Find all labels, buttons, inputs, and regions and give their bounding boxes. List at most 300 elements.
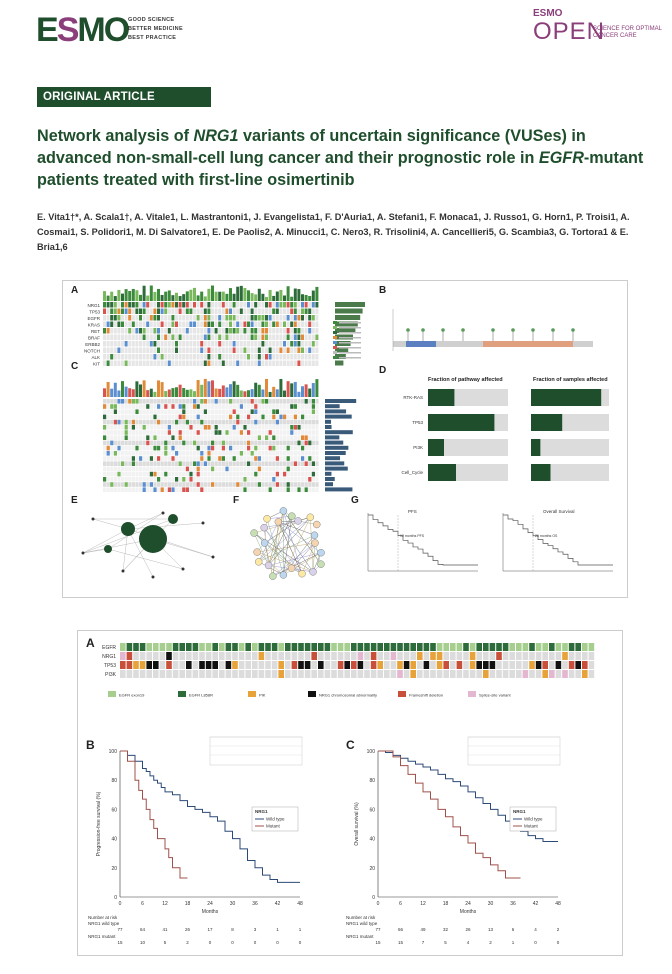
track-cell <box>252 643 258 651</box>
oncoplot-top-bar <box>171 295 174 301</box>
oncoplot-cell <box>261 309 264 315</box>
panel-c-cell <box>200 409 203 414</box>
panel-c-cell <box>305 430 308 435</box>
panel-c-cell <box>308 404 311 409</box>
oncoplot-cell <box>186 335 189 341</box>
km-b-risk-row2-value: 15 <box>117 940 123 945</box>
oncoplot-cell <box>146 361 149 367</box>
oncoplot-cell <box>139 302 142 308</box>
oncoplot-cell <box>272 315 275 321</box>
panel-c-top-bar <box>164 391 167 397</box>
oncoplot-cell <box>207 315 210 321</box>
panel-c-cell <box>117 456 120 461</box>
oncoplot-cell <box>258 348 261 354</box>
oncoplot-cell <box>179 341 182 347</box>
oncoplot-cell <box>305 335 308 341</box>
panel-c-cell <box>161 435 164 440</box>
oncoplot-cell <box>107 341 110 347</box>
panel-c-cell <box>229 477 232 482</box>
panel-c-cell <box>132 477 135 482</box>
panel-c-cell <box>215 472 218 477</box>
track-cell <box>166 652 172 660</box>
panel-d-row-label: TP53 <box>412 420 423 425</box>
panel-c-cell <box>218 409 221 414</box>
panel-label-A: A <box>86 636 95 650</box>
track-cell <box>292 670 298 678</box>
panel-c-cell <box>207 467 210 472</box>
panel-c-cell <box>189 451 192 456</box>
panel-c-cell <box>222 482 225 487</box>
panel-c-cell <box>143 430 146 435</box>
oncoplot-top-bar <box>233 294 236 301</box>
panel-c-cell <box>297 461 300 466</box>
oncoplot-cell <box>182 354 185 360</box>
track-cell <box>549 670 555 678</box>
track-cell <box>450 670 456 678</box>
panel-c-top-bar <box>240 390 243 397</box>
oncoplot-cell <box>258 302 261 308</box>
km-b-risk-row2-value: 0 <box>231 940 234 945</box>
oncoplot-cell <box>107 302 110 308</box>
panel-c-top-bar <box>218 389 221 397</box>
track-cell <box>212 661 218 669</box>
panel-c-cell <box>135 435 138 440</box>
km-b-risk-row1-value: 3 <box>253 927 257 932</box>
oncoplot-cell <box>135 315 138 321</box>
panel-c-cell <box>240 482 243 487</box>
panel-c-cell <box>135 430 138 435</box>
oncoplot-top-bar <box>175 293 178 301</box>
oncoplot-cell <box>171 348 174 354</box>
oncoplot-cell <box>215 341 218 347</box>
panel-c-cell <box>258 467 261 472</box>
panel-c-cell <box>107 456 110 461</box>
track-cell <box>516 652 522 660</box>
panel-c-cell <box>290 451 293 456</box>
panel-c-cell <box>272 441 275 446</box>
panel-c-top-bar <box>283 391 286 397</box>
panel-c-cell <box>114 425 117 430</box>
km-b-risk-row2-value: 2 <box>186 940 189 945</box>
oncoplot-cell <box>143 302 146 308</box>
panel-c-cell <box>301 472 304 477</box>
panel-c-cell <box>128 404 131 409</box>
panel-c-side-bar <box>325 441 343 445</box>
panel-c-cell <box>283 446 286 451</box>
panel-c-cell <box>254 425 257 430</box>
oncoplot-cell <box>168 302 171 308</box>
oncoplot-cell <box>261 328 264 334</box>
panel-c-cell <box>258 477 261 482</box>
oncoplot-cell <box>121 309 124 315</box>
panel-c-cell <box>294 415 297 420</box>
panel-c-cell <box>218 472 221 477</box>
oncoplot-cell <box>251 315 254 321</box>
panel-c-cell <box>240 456 243 461</box>
oncoplot-cell <box>193 315 196 321</box>
panel-c-cell <box>287 430 290 435</box>
panel-c-cell <box>301 467 304 472</box>
oncoplot-cell <box>229 302 232 308</box>
km-b-risk-row1-value: 8 <box>231 927 234 932</box>
track-cell <box>358 661 364 669</box>
panel-c-cell <box>305 467 308 472</box>
panel-c-cell <box>297 472 300 477</box>
panel-c-cell <box>135 472 138 477</box>
oncoplot-cell <box>121 328 124 334</box>
panel-c-cell <box>193 409 196 414</box>
track-cell <box>179 643 185 651</box>
panel-c-cell <box>279 446 282 451</box>
esmo-tagline: GOOD SCIENCE BETTER MEDICINE BEST PRACTICE <box>128 17 183 41</box>
panel-c-top-bar <box>308 389 311 397</box>
panel-c-cell <box>211 441 214 446</box>
oncoplot-cell <box>297 302 300 308</box>
panel-c-top-bar <box>161 382 164 397</box>
panel-c-cell <box>222 425 225 430</box>
oncoplot-top-bar <box>240 286 243 301</box>
track-cell <box>245 652 251 660</box>
panel-c-side-bar <box>325 404 340 408</box>
oncoplot-legend-text <box>339 337 361 339</box>
panel-c-cell <box>146 456 149 461</box>
oncoplot-cell <box>247 361 250 367</box>
panel-c-cell <box>265 487 268 492</box>
oncoplot-cell <box>146 328 149 334</box>
panel-g-left-median-label: 12 months PFS <box>400 534 425 538</box>
panel-c-cell <box>125 467 128 472</box>
track-cell <box>140 652 146 660</box>
panel-c-cell <box>211 477 214 482</box>
panel-c-cell <box>193 430 196 435</box>
oncoplot-cell <box>179 361 182 367</box>
panel-c-cell <box>171 446 174 451</box>
km-b-risk-row1-value: 77 <box>117 927 123 932</box>
panel-c-cell <box>211 399 214 404</box>
oncoplot-cell <box>222 361 225 367</box>
panel-c-cell <box>204 435 207 440</box>
oncoplot-cell <box>139 341 142 347</box>
oncoplot-cell <box>308 328 311 334</box>
track-cell <box>199 643 205 651</box>
panel-c-cell <box>265 461 268 466</box>
panel-c-cell <box>312 451 315 456</box>
panel-c-cell <box>215 404 218 409</box>
panel-c-cell <box>247 425 250 430</box>
oncoplot-cell <box>143 335 146 341</box>
track-cell <box>186 661 192 669</box>
oncoplot-cell <box>236 354 239 360</box>
oncoplot-cell <box>312 354 315 360</box>
oncoplot-cell <box>301 335 304 341</box>
panel-c-cell <box>153 425 156 430</box>
panel-c-cell <box>251 430 254 435</box>
panel-c-cell <box>179 467 182 472</box>
track-cell <box>549 643 555 651</box>
panel-c-cell <box>186 482 189 487</box>
panel-c-cell <box>103 415 106 420</box>
oncoplot-cell <box>261 361 264 367</box>
oncoplot-cell <box>297 315 300 321</box>
panel-c-top-bar <box>168 389 171 397</box>
panel-c-cell <box>121 472 124 477</box>
oncoplot-cell <box>161 341 164 347</box>
panel-c-cell <box>297 425 300 430</box>
panel-c-cell <box>229 435 232 440</box>
panel-c-cell <box>283 472 286 477</box>
km-b-legend-title: NRG1 <box>255 809 268 814</box>
oncoplot-cell <box>193 354 196 360</box>
oncoplot-cell <box>236 322 239 328</box>
panel-c-cell <box>233 461 236 466</box>
panel-c-cell <box>276 487 279 492</box>
oncoplot-cell <box>164 309 167 315</box>
panel-c-cell <box>247 487 250 492</box>
panel-c-cell <box>175 472 178 477</box>
panel-c-cell <box>258 482 261 487</box>
oncoplot-legend-text <box>339 322 361 324</box>
panel-c-cell <box>175 441 178 446</box>
oncoplot-cell <box>168 315 171 321</box>
oncoplot-top-bar <box>261 294 264 301</box>
oncoplot-cell <box>135 361 138 367</box>
panel-c-cell <box>211 487 214 492</box>
panel-c-cell <box>146 487 149 492</box>
track-cell <box>569 670 575 678</box>
panel-c-cell <box>247 430 250 435</box>
oncoplot-cell <box>312 315 315 321</box>
panel-c-cell <box>272 430 275 435</box>
track-cell <box>391 670 397 678</box>
oncoplot-gene-label: TP53 <box>89 309 100 315</box>
panel-c-cell <box>236 435 239 440</box>
panel-c-cell <box>125 456 128 461</box>
oncoplot-cell <box>189 341 192 347</box>
panel-c-cell <box>128 441 131 446</box>
track-cell <box>483 670 489 678</box>
oncoplot-cell <box>204 315 207 321</box>
panel-c-cell <box>225 441 228 446</box>
panel-c-cell <box>276 425 279 430</box>
panel-c-cell <box>218 487 221 492</box>
panel-c-cell <box>157 461 160 466</box>
oncoplot-cell <box>193 335 196 341</box>
panel-c-cell <box>204 472 207 477</box>
track-cell <box>285 661 291 669</box>
panel-c-cell <box>207 435 210 440</box>
panel-c-cell <box>290 487 293 492</box>
oncoplot-cell <box>312 341 315 347</box>
oncoplot-top-bar <box>207 289 210 301</box>
panel-c-cell <box>197 487 200 492</box>
oncoplot-cell <box>265 322 268 328</box>
panel-c-cell <box>229 482 232 487</box>
panel-c-cell <box>157 435 160 440</box>
panel-c-cell <box>265 477 268 482</box>
oncoplot-cell <box>276 361 279 367</box>
track-cell <box>391 661 397 669</box>
panel-c-cell <box>161 425 164 430</box>
panel-c-cell <box>175 409 178 414</box>
oncoplot-cell <box>269 309 272 315</box>
panel-c-cell <box>308 451 311 456</box>
string-node <box>264 515 271 522</box>
oncoplot-top-bar <box>110 292 113 301</box>
km-b-ytick: 40 <box>111 836 117 843</box>
panel-c-cell <box>204 482 207 487</box>
panel-c-cell <box>215 477 218 482</box>
panel-c-cell <box>290 456 293 461</box>
oncoplot-cell <box>294 322 297 328</box>
oncoplot-cell <box>150 361 153 367</box>
panel-c-cell <box>200 456 203 461</box>
panel-c-cell <box>211 425 214 430</box>
track-cell <box>509 652 515 660</box>
panel-c-cell <box>125 487 128 492</box>
panel-c-cell <box>153 415 156 420</box>
oncoplot-top-bar <box>258 289 261 301</box>
panel-c-cell <box>215 425 218 430</box>
track-cell <box>424 661 430 669</box>
oncoplot-cell <box>150 322 153 328</box>
panel-c-cell <box>132 446 135 451</box>
panel-c-cell <box>269 415 272 420</box>
track-cell <box>193 652 199 660</box>
track-cell <box>265 661 271 669</box>
oncoplot-cell <box>251 309 254 315</box>
oncoplot-top-bar <box>218 292 221 301</box>
km-c-risk-row1-value: 32 <box>442 927 449 932</box>
oncoplot-cell <box>265 335 268 341</box>
oncoplot-cell <box>247 309 250 315</box>
panel-c-cell <box>143 451 146 456</box>
panel-c-cell <box>110 487 113 492</box>
network-hub-node <box>168 514 178 524</box>
oncoplot-cell <box>186 341 189 347</box>
panel-c-cell <box>146 446 149 451</box>
km-b-curve-mutant <box>120 751 188 878</box>
oncoplot-cell <box>193 322 196 328</box>
track-cell <box>364 670 370 678</box>
oncoplot-cell <box>287 348 290 354</box>
panel-c-cell <box>135 482 138 487</box>
panel-c-cell <box>247 435 250 440</box>
oncoplot-top-bar <box>315 287 318 301</box>
oncoplot-cell <box>211 348 214 354</box>
oncoplot-top-bar <box>107 296 110 301</box>
panel-c-cell <box>247 446 250 451</box>
panel-c-cell <box>139 399 142 404</box>
oncoplot-cell <box>197 328 200 334</box>
oncoplot-cell <box>135 328 138 334</box>
panel-c-cell <box>153 477 156 482</box>
oncoplot-cell <box>290 328 293 334</box>
oncoplot-cell <box>269 322 272 328</box>
panel-c-cell <box>265 467 268 472</box>
panel-c-cell <box>269 446 272 451</box>
track-cell <box>193 670 199 678</box>
panel-c-cell <box>251 399 254 404</box>
panel-label-C: C <box>346 738 355 752</box>
oncoplot-cell <box>179 315 182 321</box>
track-cell <box>259 670 265 678</box>
panel-c-cell <box>254 477 257 482</box>
track-cell <box>437 661 443 669</box>
panel-c-cell <box>225 420 228 425</box>
panel-c-cell <box>272 461 275 466</box>
track-cell <box>562 643 568 651</box>
panel-c-cell <box>200 461 203 466</box>
oncoplot-cell <box>186 348 189 354</box>
oncoplot-cell <box>233 335 236 341</box>
panel-c-cell <box>254 451 257 456</box>
panel-c-cell <box>157 441 160 446</box>
author-list: E. Vita1†*, A. Scala1†, A. Vitale1, L. Mastrantoni1, J. Evangelista1, F. D'Auria1, A. Stefani1, F. Monaca1, J. Russo1, G. Horn1, P. Troisi1, A. Cosmai1, S. Polidori1, M. Di Salvatore1, E. De Paolis2, A. Minucci1, C. Nero3, R. Trisolini4, A. Cancellieri5, G. Scambia3, G. Tortora1 & E. Bria1,6 <box>37 212 630 252</box>
track-cell <box>173 670 179 678</box>
panel-c-cell <box>139 451 142 456</box>
panel-c-top-bar <box>290 383 293 397</box>
panel-c-cell <box>233 441 236 446</box>
string-node <box>312 540 319 547</box>
panel-c-cell <box>233 399 236 404</box>
panel-c-cell <box>117 420 120 425</box>
panel-c-cell <box>200 472 203 477</box>
track-cell <box>259 661 265 669</box>
panel-c-cell <box>117 487 120 492</box>
panel-c-cell <box>197 482 200 487</box>
panel-c-cell <box>135 461 138 466</box>
panel-c-cell <box>164 415 167 420</box>
panel-c-cell <box>182 404 185 409</box>
track-cell <box>120 643 126 651</box>
panel-c-cell <box>308 420 311 425</box>
panel-c-cell <box>276 451 279 456</box>
panel-d-left-bar <box>428 414 494 431</box>
article-type-bar: ORIGINAL ARTICLE <box>37 87 211 107</box>
oncoplot-legend-text <box>339 347 361 349</box>
oncoplot-cell <box>218 361 221 367</box>
oncoplot-cell <box>243 328 246 334</box>
oncoplot-cell <box>132 328 135 334</box>
track-cell <box>252 661 258 669</box>
oncoplot-cell <box>110 322 113 328</box>
oncoplot-cell <box>276 302 279 308</box>
oncoplot-cell <box>258 315 261 321</box>
track-cell <box>569 661 575 669</box>
track-cell <box>278 652 284 660</box>
open-logo-tagline: SCIENCE FOR OPTIMAL CANCER CARE <box>593 26 662 39</box>
panel-c-cell <box>207 399 210 404</box>
panel-c-cell <box>139 472 142 477</box>
oncoplot-cell <box>276 328 279 334</box>
oncoplot-cell <box>301 354 304 360</box>
oncoplot-cell <box>171 354 174 360</box>
panel-c-cell <box>269 456 272 461</box>
panel-c-cell <box>146 435 149 440</box>
oncoplot-cell <box>110 309 113 315</box>
track-cell <box>470 661 476 669</box>
oncoplot-cell <box>193 341 196 347</box>
panel-c-cell <box>211 435 214 440</box>
oncoplot-top-bar <box>157 289 160 301</box>
panel-c-cell <box>207 482 210 487</box>
panel-c-cell <box>215 399 218 404</box>
panel-c-side-bar <box>325 487 352 491</box>
oncoplot-cell <box>153 361 156 367</box>
panel-c-cell <box>164 425 167 430</box>
oncoplot-cell <box>265 341 268 347</box>
track-cell <box>536 643 542 651</box>
